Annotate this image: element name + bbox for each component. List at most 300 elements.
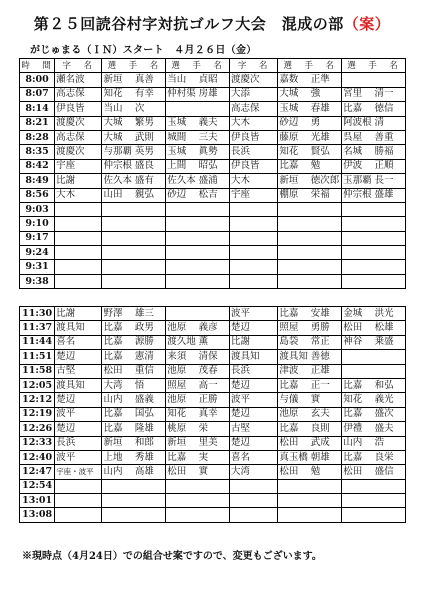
player-surname: 伊禮 bbox=[342, 422, 374, 436]
player-surname: 大城 bbox=[102, 130, 134, 144]
player-given-name: 浩 bbox=[374, 436, 406, 450]
player-given-name: 常正 bbox=[310, 335, 342, 349]
player-given-name: 正順 bbox=[373, 159, 405, 173]
player-surname bbox=[102, 494, 134, 508]
header-aza: 字 名 bbox=[55, 59, 102, 73]
player-given-name: 清保 bbox=[198, 350, 230, 364]
player-surname: 比嘉 bbox=[342, 450, 374, 464]
player-surname bbox=[102, 202, 134, 216]
aza-name: 大木 bbox=[55, 188, 102, 202]
player-surname: 上間 bbox=[166, 159, 198, 173]
aza-name: 喜名 bbox=[230, 450, 278, 464]
player-given-name: 長一 bbox=[373, 174, 405, 188]
header-aza: 字 名 bbox=[229, 59, 277, 73]
player-surname bbox=[342, 246, 374, 260]
player-surname bbox=[166, 260, 198, 274]
tee-time: 12:12 bbox=[20, 393, 55, 407]
player-surname bbox=[102, 479, 134, 493]
player-surname bbox=[102, 274, 134, 288]
player-given-name: 光雄 bbox=[310, 130, 342, 144]
table-row bbox=[20, 508, 406, 522]
player-surname: 知花 bbox=[166, 407, 198, 421]
aza-name: 比謝 bbox=[55, 174, 102, 188]
player-surname: 玉城 bbox=[166, 116, 198, 130]
aza-name bbox=[229, 202, 277, 216]
tee-time: 11:58 bbox=[20, 364, 55, 378]
player-given-name bbox=[134, 246, 166, 260]
player-given-name bbox=[374, 364, 406, 378]
player-surname: 池原 bbox=[166, 393, 198, 407]
aza-name: 高志保 bbox=[55, 87, 102, 101]
tee-time: 8:14 bbox=[20, 102, 55, 116]
player-surname: 新垣 bbox=[278, 174, 310, 188]
aza-name: 渡具知 bbox=[230, 350, 278, 364]
player-surname: 野澤 bbox=[102, 307, 134, 321]
player-surname bbox=[166, 494, 198, 508]
player-surname bbox=[278, 202, 310, 216]
player-surname: 宮里 bbox=[342, 87, 374, 101]
player-surname: 来須 bbox=[166, 350, 198, 364]
player-surname bbox=[342, 274, 374, 288]
player-surname: 池原 bbox=[166, 364, 198, 378]
player-given-name: 隆雄 bbox=[134, 422, 166, 436]
player-given-name: 安雄 bbox=[310, 307, 342, 321]
player-surname: 照屋 bbox=[166, 378, 198, 392]
tee-time: 8:49 bbox=[20, 174, 55, 188]
player-given-name: 真善 bbox=[134, 73, 166, 87]
aza-name: 大添 bbox=[229, 87, 277, 101]
table-row bbox=[20, 494, 406, 508]
player-surname: 佐久本 bbox=[102, 174, 134, 188]
player-given-name: 清一 bbox=[373, 87, 405, 101]
player-given-name: 薫 bbox=[198, 335, 230, 349]
player-surname: 渡久地 bbox=[166, 335, 198, 349]
player-surname bbox=[166, 307, 198, 321]
player-surname: 上地 bbox=[102, 450, 134, 464]
player-given-name: 重信 bbox=[134, 364, 166, 378]
table-header-row bbox=[20, 59, 406, 73]
player-given-name bbox=[134, 217, 166, 231]
player-surname bbox=[166, 231, 198, 245]
player-surname: 阿波根 bbox=[342, 116, 374, 130]
player-given-name: 親弘 bbox=[134, 188, 166, 202]
player-given-name: 盛夫 bbox=[374, 422, 406, 436]
player-surname: 名城 bbox=[342, 145, 374, 159]
player-surname bbox=[166, 217, 198, 231]
player-given-name: 盛次 bbox=[374, 407, 406, 421]
player-surname: 大城 bbox=[278, 87, 310, 101]
player-surname bbox=[102, 260, 134, 274]
player-surname bbox=[166, 508, 198, 522]
tee-time: 8:56 bbox=[20, 188, 55, 202]
aza-name: 渡具知 bbox=[55, 378, 102, 392]
player-surname: 与那覇 bbox=[102, 145, 134, 159]
player-given-name bbox=[310, 508, 342, 522]
table-row bbox=[20, 364, 406, 378]
player-given-name: 繁男 bbox=[134, 116, 166, 130]
aza-name: 波平 bbox=[230, 307, 278, 321]
player-surname bbox=[278, 260, 310, 274]
player-surname bbox=[278, 508, 310, 522]
player-given-name bbox=[198, 217, 230, 231]
player-given-name: 悟 bbox=[134, 378, 166, 392]
player-given-name bbox=[373, 274, 405, 288]
player-given-name bbox=[310, 260, 342, 274]
player-given-name: 正雄 bbox=[310, 364, 342, 378]
player-surname: 伊波 bbox=[342, 159, 374, 173]
aza-name: 波平 bbox=[230, 393, 278, 407]
player-given-name bbox=[134, 274, 166, 288]
tee-time: 8:42 bbox=[20, 159, 55, 173]
aza-name: 楚辺 bbox=[230, 436, 278, 450]
tee-time: 12:40 bbox=[20, 450, 55, 464]
player-surname: 神谷 bbox=[342, 335, 374, 349]
player-given-name: 實 bbox=[310, 393, 342, 407]
player-surname bbox=[342, 479, 374, 493]
tee-time: 8:07 bbox=[20, 87, 55, 101]
player-given-name: 乗盛 bbox=[374, 335, 406, 349]
player-surname: 比嘉 bbox=[278, 378, 310, 392]
player-given-name: 三夫 bbox=[198, 130, 230, 144]
tee-time: 11:51 bbox=[20, 350, 55, 364]
player-given-name: 松吉 bbox=[198, 188, 230, 202]
player-given-name: 正勝 bbox=[198, 393, 230, 407]
aza-name: 波平 bbox=[55, 407, 102, 421]
player-surname bbox=[342, 73, 374, 87]
player-given-name: 和弘 bbox=[374, 378, 406, 392]
aza-name: 大木 bbox=[229, 116, 277, 130]
tee-time: 11:44 bbox=[20, 335, 55, 349]
player-surname bbox=[278, 479, 310, 493]
player-surname bbox=[166, 202, 198, 216]
aza-name bbox=[230, 494, 278, 508]
aza-name: 楚辺 bbox=[55, 422, 102, 436]
player-surname bbox=[102, 246, 134, 260]
player-surname: 渡具知 bbox=[278, 350, 310, 364]
player-surname: 山内 bbox=[342, 436, 374, 450]
player-given-name bbox=[134, 260, 166, 274]
player-given-name: 眞勢 bbox=[198, 145, 230, 159]
player-given-name: 盛有 bbox=[134, 174, 166, 188]
table-row bbox=[20, 307, 406, 321]
player-surname bbox=[342, 364, 374, 378]
aza-name bbox=[55, 479, 102, 493]
player-surname: 仲村渠 bbox=[166, 87, 198, 101]
player-given-name bbox=[310, 202, 342, 216]
player-given-name: 秀雄 bbox=[134, 450, 166, 464]
player-given-name bbox=[374, 350, 406, 364]
player-surname: 大城 bbox=[102, 116, 134, 130]
player-given-name bbox=[198, 231, 230, 245]
player-surname: 知花 bbox=[278, 145, 310, 159]
tee-time: 12:54 bbox=[20, 479, 55, 493]
aza-name: 高志保 bbox=[55, 130, 102, 144]
player-given-name bbox=[373, 73, 405, 87]
aza-name bbox=[55, 202, 102, 216]
player-surname bbox=[102, 231, 134, 245]
tee-time: 9:38 bbox=[20, 274, 55, 288]
player-surname: 当山 bbox=[102, 102, 134, 116]
player-surname: 藤原 bbox=[278, 130, 310, 144]
player-surname bbox=[278, 231, 310, 245]
aza-name: 楚辺 bbox=[55, 393, 102, 407]
player-surname: 比嘉 bbox=[102, 335, 134, 349]
aza-name: 大湾 bbox=[230, 465, 278, 479]
player-given-name: 英男 bbox=[134, 145, 166, 159]
aza-name: 瀬名波 bbox=[55, 73, 102, 87]
player-given-name: 昭弘 bbox=[198, 159, 230, 173]
table-row bbox=[20, 202, 406, 216]
player-given-name: 高一 bbox=[198, 378, 230, 392]
player-given-name: 善重 bbox=[373, 130, 405, 144]
table-row bbox=[20, 436, 406, 450]
aza-name: 渡慶次 bbox=[55, 145, 102, 159]
player-surname: 新垣 bbox=[166, 436, 198, 450]
player-surname bbox=[102, 217, 134, 231]
aza-name bbox=[55, 508, 102, 522]
player-surname: 知花 bbox=[342, 393, 374, 407]
player-surname: 比嘉 bbox=[102, 350, 134, 364]
aza-name bbox=[55, 231, 102, 245]
player-given-name: 雄三 bbox=[134, 307, 166, 321]
table-row bbox=[20, 260, 406, 274]
player-given-name: 盛良 bbox=[134, 159, 166, 173]
player-given-name bbox=[134, 494, 166, 508]
player-given-name: 和郎 bbox=[134, 436, 166, 450]
player-surname: 比嘉 bbox=[278, 159, 310, 173]
player-given-name: 勉 bbox=[310, 465, 342, 479]
player-given-name bbox=[134, 231, 166, 245]
player-surname: 嘉数 bbox=[278, 73, 310, 87]
player-given-name: 良栄 bbox=[374, 450, 406, 464]
page-title bbox=[0, 13, 424, 34]
player-surname bbox=[342, 202, 374, 216]
player-surname: 呉屋 bbox=[342, 130, 374, 144]
player-given-name bbox=[373, 246, 405, 260]
table-row bbox=[20, 274, 406, 288]
player-surname: 仲宗根 bbox=[102, 159, 134, 173]
player-given-name: 實 bbox=[198, 465, 230, 479]
player-surname: 城間 bbox=[166, 130, 198, 144]
table-row bbox=[20, 174, 406, 188]
player-surname: 新垣 bbox=[102, 73, 134, 87]
table-row bbox=[20, 217, 406, 231]
table-row bbox=[20, 87, 406, 101]
aza-name: 古堅 bbox=[55, 364, 102, 378]
table-row bbox=[20, 188, 406, 202]
player-given-name: 次 bbox=[134, 102, 166, 116]
table-row bbox=[20, 450, 406, 464]
player-given-name: 洪光 bbox=[374, 307, 406, 321]
table-row bbox=[20, 130, 406, 144]
table-row bbox=[20, 231, 406, 245]
aza-name: 楚辺 bbox=[55, 350, 102, 364]
player-surname bbox=[278, 494, 310, 508]
tee-time: 12:33 bbox=[20, 436, 55, 450]
player-given-name: 徳次郎 bbox=[310, 174, 342, 188]
player-surname bbox=[342, 508, 374, 522]
aza-name bbox=[55, 260, 102, 274]
player-surname: 新垣 bbox=[102, 436, 134, 450]
player-surname bbox=[166, 479, 198, 493]
player-given-name: 有幸 bbox=[134, 87, 166, 101]
player-given-name: 玄夫 bbox=[310, 407, 342, 421]
tee-time: 8:00 bbox=[20, 73, 55, 87]
footnote: ※現時点（4月24日）での組合せ案ですので、変更もございます。 bbox=[22, 551, 322, 562]
player-surname: 比嘉 bbox=[342, 407, 374, 421]
aza-name: 伊良皆 bbox=[229, 130, 277, 144]
player-given-name bbox=[310, 217, 342, 231]
tee-time: 11:37 bbox=[20, 321, 55, 335]
player-surname: 松田 bbox=[342, 321, 374, 335]
player-surname: 桃原 bbox=[166, 422, 198, 436]
tee-time: 8:35 bbox=[20, 145, 55, 159]
player-surname: 比嘉 bbox=[342, 378, 374, 392]
aza-name: 伊良皆 bbox=[229, 159, 277, 173]
player-given-name bbox=[198, 274, 230, 288]
morning-schedule-table bbox=[19, 58, 406, 289]
player-surname: 比嘉 bbox=[278, 422, 310, 436]
player-given-name: 憲清 bbox=[134, 350, 166, 364]
player-surname bbox=[342, 260, 374, 274]
header-player: 選 手 名 bbox=[278, 59, 342, 73]
player-given-name: 正一 bbox=[310, 378, 342, 392]
player-surname: 山内 bbox=[102, 393, 134, 407]
title-draft-mark: （案） bbox=[343, 15, 391, 33]
player-surname bbox=[342, 350, 374, 364]
player-given-name bbox=[134, 508, 166, 522]
tee-time: 9:31 bbox=[20, 260, 55, 274]
tee-time: 12:47 bbox=[20, 465, 55, 479]
player-surname bbox=[278, 246, 310, 260]
player-given-name: 高雄 bbox=[134, 465, 166, 479]
player-surname: 玉城 bbox=[166, 145, 198, 159]
player-surname bbox=[342, 494, 374, 508]
player-given-name bbox=[373, 202, 405, 216]
player-given-name: 義夫 bbox=[198, 116, 230, 130]
player-surname: 松田 bbox=[166, 465, 198, 479]
player-surname: 佐久本 bbox=[166, 174, 198, 188]
player-surname: 玉那覇 bbox=[342, 174, 374, 188]
aza-name: 喜名 bbox=[55, 335, 102, 349]
aza-name bbox=[229, 274, 277, 288]
player-surname: 比嘉 bbox=[102, 321, 134, 335]
aza-name: 宇座・波平 bbox=[55, 465, 102, 479]
player-given-name: 政男 bbox=[134, 321, 166, 335]
player-surname: 比嘉 bbox=[278, 307, 310, 321]
player-given-name bbox=[134, 202, 166, 216]
player-given-name: 勇勝 bbox=[310, 321, 342, 335]
player-given-name: 良則 bbox=[310, 422, 342, 436]
player-given-name: 善徳 bbox=[310, 350, 342, 364]
aza-name bbox=[55, 217, 102, 231]
tee-time: 8:28 bbox=[20, 130, 55, 144]
player-surname bbox=[102, 508, 134, 522]
header-player: 選 手 名 bbox=[166, 59, 230, 73]
player-given-name bbox=[198, 260, 230, 274]
player-surname: 仲宗根 bbox=[342, 188, 374, 202]
aza-name bbox=[230, 508, 278, 522]
aza-name: 宇座 bbox=[229, 188, 277, 202]
player-surname: 照屋 bbox=[278, 321, 310, 335]
aza-name bbox=[229, 217, 277, 231]
table-row bbox=[20, 465, 406, 479]
player-given-name bbox=[198, 479, 230, 493]
table-row bbox=[20, 479, 406, 493]
player-given-name bbox=[198, 508, 230, 522]
aza-name bbox=[55, 246, 102, 260]
player-given-name bbox=[373, 260, 405, 274]
player-given-name: 清 bbox=[373, 116, 405, 130]
player-given-name: 徳信 bbox=[373, 102, 405, 116]
tee-time: 9:17 bbox=[20, 231, 55, 245]
table-row bbox=[20, 246, 406, 260]
player-surname: 真玉橋 bbox=[278, 450, 310, 464]
start-info: がじゅまる（ＩＮ）スタート ４月２６日（金） bbox=[30, 45, 257, 56]
table-row bbox=[20, 393, 406, 407]
tee-time: 11:30 bbox=[20, 307, 55, 321]
player-given-name: 義彦 bbox=[198, 321, 230, 335]
player-surname: 与儀 bbox=[278, 393, 310, 407]
player-given-name bbox=[310, 246, 342, 260]
tee-time: 9:10 bbox=[20, 217, 55, 231]
player-given-name bbox=[198, 307, 230, 321]
tee-time: 12:26 bbox=[20, 422, 55, 436]
aza-name bbox=[230, 479, 278, 493]
aza-name: 大木 bbox=[229, 174, 277, 188]
aza-name: 古堅 bbox=[230, 422, 278, 436]
aza-name: 伊良皆 bbox=[55, 102, 102, 116]
player-surname bbox=[166, 246, 198, 260]
player-surname: 松田 bbox=[278, 465, 310, 479]
player-given-name: 春雄 bbox=[310, 102, 342, 116]
player-given-name: 実 bbox=[198, 450, 230, 464]
player-given-name: 盛雄 bbox=[373, 188, 405, 202]
aza-name: 長浜 bbox=[230, 364, 278, 378]
table-row bbox=[20, 321, 406, 335]
player-given-name: 盛信 bbox=[374, 465, 406, 479]
player-given-name bbox=[374, 508, 406, 522]
player-surname: 砂辺 bbox=[166, 188, 198, 202]
player-given-name: 朝雄 bbox=[310, 450, 342, 464]
table-row bbox=[20, 350, 406, 364]
player-surname: 比嘉 bbox=[102, 407, 134, 421]
aza-name: 長浜 bbox=[55, 436, 102, 450]
player-given-name: 真幸 bbox=[198, 407, 230, 421]
aza-name: 長浜 bbox=[229, 145, 277, 159]
player-given-name bbox=[198, 494, 230, 508]
aza-name: 渡慶次 bbox=[55, 116, 102, 130]
afternoon-schedule-table bbox=[19, 306, 406, 523]
tee-time: 12:19 bbox=[20, 407, 55, 421]
table-row bbox=[20, 116, 406, 130]
table-row bbox=[20, 335, 406, 349]
player-given-name: 強 bbox=[310, 87, 342, 101]
aza-name: 楚辺 bbox=[230, 378, 278, 392]
player-given-name bbox=[198, 102, 230, 116]
player-surname bbox=[342, 231, 374, 245]
aza-name bbox=[55, 494, 102, 508]
aza-name: 渡具知 bbox=[55, 321, 102, 335]
aza-name bbox=[229, 231, 277, 245]
table-row bbox=[20, 407, 406, 421]
player-surname: 池原 bbox=[278, 407, 310, 421]
player-surname: 玉城 bbox=[278, 102, 310, 116]
tee-time: 9:24 bbox=[20, 246, 55, 260]
table-row bbox=[20, 159, 406, 173]
player-given-name: 栄福 bbox=[310, 188, 342, 202]
player-given-name bbox=[198, 246, 230, 260]
